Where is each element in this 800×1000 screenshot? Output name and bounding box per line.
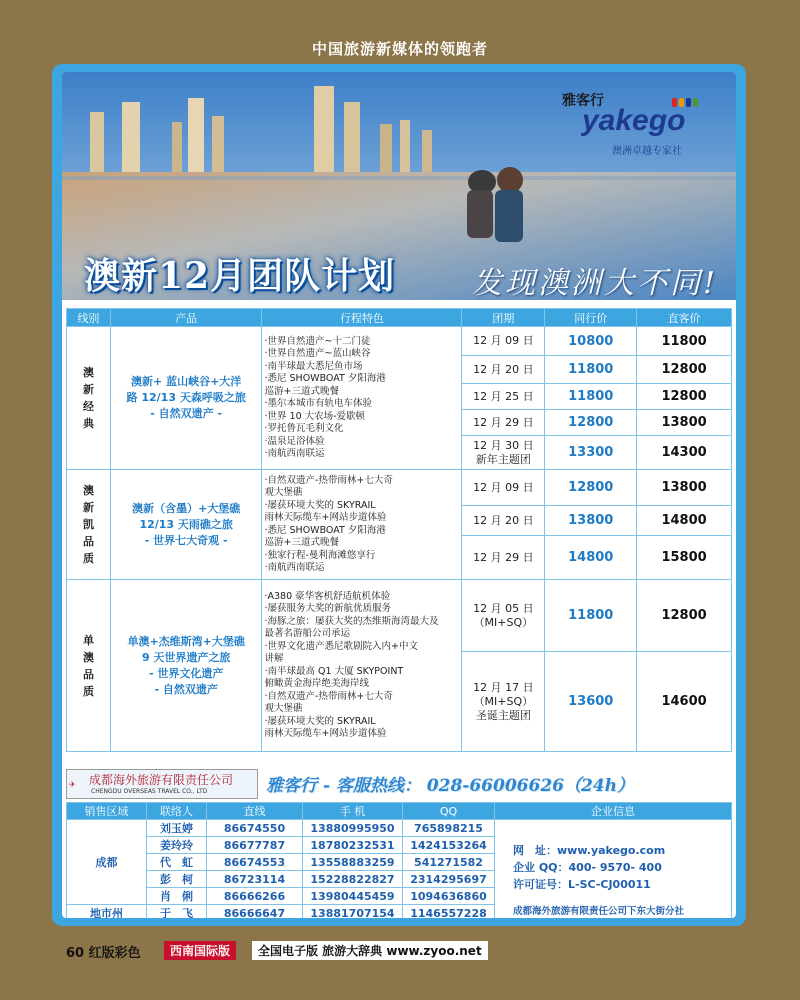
page-number: 60 红版彩色 (66, 946, 141, 961)
header-features: 行程特色 (262, 309, 462, 327)
contact-name: 彭 柯 (147, 871, 207, 888)
direct-price: 14300 (637, 436, 732, 470)
date-cell: 12 月 09 日 (462, 327, 545, 356)
header-line: 线别 (67, 309, 111, 327)
product-cell: 澳新（含墨）+大堡礁 12/13 天雨礁之旅 - 世界七大奇观 - (110, 470, 262, 580)
brand-sub: 澳洲卓越专家社 (612, 146, 682, 157)
trade-price: 10800 (545, 327, 637, 356)
contact-line: 86677787 (207, 837, 303, 854)
license-number: 许可证号：L-SC-CJ00011 (513, 878, 651, 891)
header-direct-price: 直客价 (637, 309, 732, 327)
contact-mobile: 13881707154 (303, 905, 403, 919)
direct-price: 12800 (637, 356, 732, 384)
date-cell: 12 月 25 日 (462, 384, 545, 410)
header-contact: 联络人 (147, 803, 207, 820)
header-mobile: 手 机 (303, 803, 403, 820)
contact-name: 肖 俐 (147, 888, 207, 905)
top-slogan: 中国旅游新媒体的领跑者 (311, 40, 488, 58)
contact-table (66, 802, 732, 918)
contact-name: 刘玉婷 (147, 820, 207, 837)
region-cell: 成都 (67, 820, 147, 905)
edition-badge: 西南国际版 (164, 941, 236, 960)
contact-mobile: 18780232531 (303, 837, 403, 854)
date-cell: 12 月 29 日 (462, 536, 545, 580)
table-row (67, 327, 732, 356)
header-company-info: 企业信息 (495, 803, 732, 820)
brand-en: yakego (582, 104, 686, 137)
header-trade-price: 同行价 (545, 309, 637, 327)
contact-line: 86723114 (207, 871, 303, 888)
line-cell: 澳新经典 (67, 327, 111, 470)
contact-line: 86674550 (207, 820, 303, 837)
branch-name: 成都海外旅游有限责任公司下东大街分社 (513, 906, 685, 917)
contact-qq: 1146557228 (403, 905, 495, 919)
contact-row (67, 820, 732, 837)
direct-price: 12800 (637, 384, 732, 410)
trade-price: 11800 (545, 384, 637, 410)
contact-line: 86674553 (207, 854, 303, 871)
trade-price: 11800 (545, 356, 637, 384)
product-cell: 澳新+ 蓝山峡谷+大洋 路 12/13 天森呼吸之旅 - 自然双遗产 - (110, 327, 262, 470)
trade-price: 12800 (545, 410, 637, 436)
contact-table-header (67, 803, 732, 820)
trade-price: 14800 (545, 536, 637, 580)
date-cell: 12 月 05 日 （MI+SQ） (462, 580, 545, 652)
contact-mobile: 13880995950 (303, 820, 403, 837)
main-panel (52, 64, 746, 926)
contact-line: 86666266 (207, 888, 303, 905)
date-cell: 12 月 17 日 （MI+SQ） 圣诞主题团 (462, 652, 545, 752)
agency-logo (66, 769, 258, 799)
trade-price: 13800 (545, 506, 637, 536)
tour-table-header (67, 309, 732, 327)
direct-price: 14800 (637, 506, 732, 536)
features-cell: ·自然双遗产-热带雨林+七大奇 观大堡礁 ·屡获环境大奖的 SKYRAIL 雨林天际缆车+网站步道体验 ·悉尼 SHOWBOAT 夕阳海港 巡游+三道式晚餐 ·独家行程-曼利海滩悠享行 ·南航西南联运 (262, 470, 462, 580)
direct-price: 13800 (637, 470, 732, 506)
date-cell: 12 月 20 日 (462, 506, 545, 536)
table-row (67, 470, 732, 506)
contact-name: 代 虹 (147, 854, 207, 871)
page-footer (0, 940, 800, 960)
contact-qq: 1424153264 (403, 837, 495, 854)
header-region: 销售区域 (67, 803, 147, 820)
hero-banner (62, 72, 736, 300)
company-info (495, 820, 732, 919)
hero-title: 澳新12月团队计划 (84, 255, 396, 297)
footer-text: 全国电子版 旅游大辞典 www.zyoo.net (252, 941, 488, 960)
company-qq: 企业 QQ：400- 9570- 400 (513, 861, 662, 874)
header-product: 产品 (110, 309, 262, 327)
features-cell: ·A380 豪华客机舒适航机体验 ·屡获服务大奖的新航优质服务 ·海豚之旅：屡获大奖的杰维斯海湾最大及 最著名游船公司承运 ·世界文化遗产悉尼歌剧院入内+中文 讲解 ·南半球最高 Q1 大厦 SKYPOINT 俯瞰黄金海岸绝美海岸线 ·自然双遗产-热带雨林+七大奇 观大堡礁 ·屡获环境大奖的 SKYRAIL 雨林天际缆车+网站步道体验 (262, 580, 462, 752)
panel-inner (62, 72, 736, 918)
header-phone: 直线 (207, 803, 303, 820)
header-date: 团期 (462, 309, 545, 327)
contact-qq: 1094636860 (403, 888, 495, 905)
date-cell: 12 月 30 日 新年主题团 (462, 436, 545, 470)
date-cell: 12 月 09 日 (462, 470, 545, 506)
trade-price: 13600 (545, 652, 637, 752)
line-cell: 澳新凯品质 (67, 470, 111, 580)
header-qq: QQ (403, 803, 495, 820)
line-cell: 单澳品质 (67, 580, 111, 752)
hotline: 雅客行 - 客服热线： 028-66006626（24h） (266, 776, 634, 796)
contact-line: 86666647 (207, 905, 303, 919)
trade-price: 13300 (545, 436, 637, 470)
contact-qq: 2314295697 (403, 871, 495, 888)
brand-cn: 雅客行 (562, 93, 604, 109)
contact-name: 姜玲玲 (147, 837, 207, 854)
trade-price: 12800 (545, 470, 637, 506)
agency-name-en: CHENGDU OVERSEAS TRAVEL CO., LTD (91, 788, 208, 795)
direct-price: 12800 (637, 580, 732, 652)
contact-mobile: 13558883259 (303, 854, 403, 871)
direct-price: 14600 (637, 652, 732, 752)
direct-price: 15800 (637, 536, 732, 580)
contact-qq: 765898215 (403, 820, 495, 837)
table-row (67, 580, 732, 652)
direct-price: 13800 (637, 410, 732, 436)
date-cell: 12 月 29 日 (462, 410, 545, 436)
product-cell: 单澳+杰维斯湾+大堡礁 9 天世界遗产之旅 - 世界文化遗产 - 自然双遗产 (110, 580, 262, 752)
website-link[interactable]: 网 址：www.yakego.com (513, 844, 666, 857)
agency-mark-icon: ✈ (69, 780, 76, 789)
tour-table (66, 308, 732, 752)
features-cell: ·世界自然遗产~十二门徒 ·世界自然遗产~蓝山峡谷 ·南半球最大悉尼鱼市场 ·悉尼 SHOWBOAT 夕阳海港 巡游+三道式晚餐 ·墨尔本城市有轨电车体验 ·世界 10 大农场-爱歇顿 ·罗托鲁瓦毛利文化 ·温泉足浴体验 ·南航西南联运 (262, 327, 462, 470)
direct-price: 11800 (637, 327, 732, 356)
contact-qq: 541271582 (403, 854, 495, 871)
agency-name: 成都海外旅游有限责任公司 (89, 773, 234, 787)
region-cell: 地市州 (67, 905, 147, 919)
hero-slogan: 发现澳洲大不同! (472, 266, 719, 300)
contact-mobile: 15228822827 (303, 871, 403, 888)
date-cell: 12 月 20 日 (462, 356, 545, 384)
contact-name: 于 飞 (147, 905, 207, 919)
contact-mobile: 13980445459 (303, 888, 403, 905)
trade-price: 11800 (545, 580, 637, 652)
hotline-bar (66, 767, 732, 801)
